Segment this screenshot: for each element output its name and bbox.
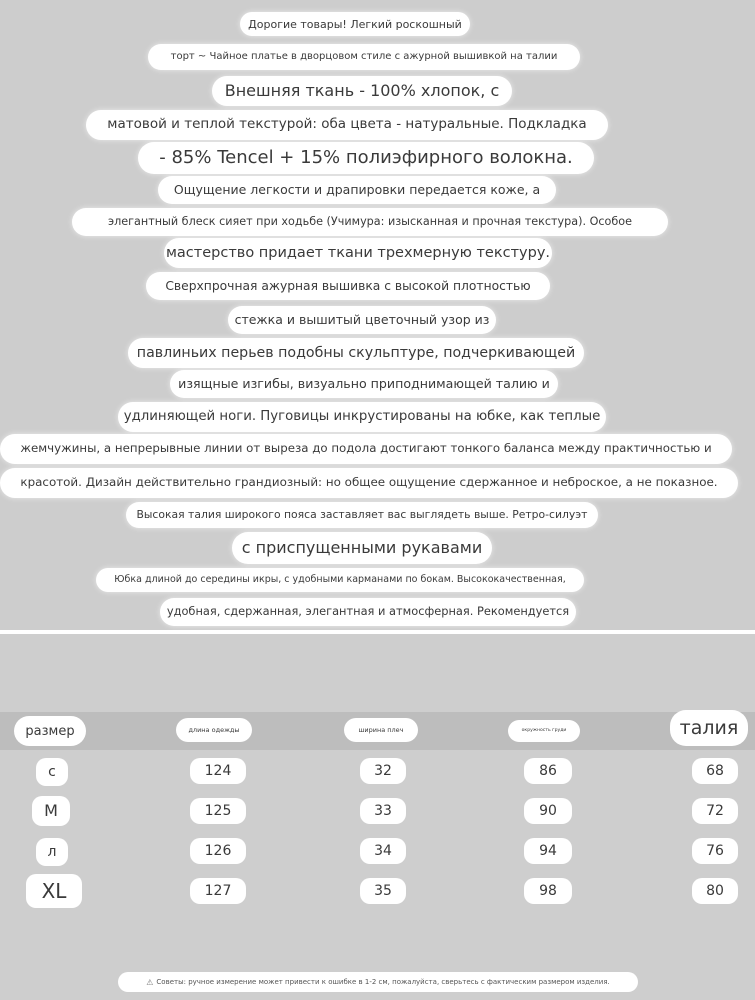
table-cell-size: M bbox=[32, 796, 70, 826]
table-cell-size: л bbox=[36, 838, 68, 866]
table-cell-length: 124 bbox=[190, 758, 246, 784]
description-line: Ощущение легкости и драпировки передается коже, а bbox=[158, 176, 556, 204]
description-line: Юбка длиной до середины икры, с удобными карманами по бокам. Высококачественная, bbox=[96, 568, 584, 592]
description-line: с приспущенными рукавами bbox=[232, 532, 492, 564]
description-line: красотой. Дизайн действительно грандиозный: но общее ощущение сдержанное и неброское, а не показное. bbox=[0, 468, 738, 498]
table-cell-size: с bbox=[36, 758, 68, 786]
description-line: матовой и теплой текстурой: оба цвета - натуральные. Подкладка bbox=[86, 110, 608, 140]
description-line: Сверхпрочная ажурная вышивка с высокой плотностью bbox=[146, 272, 550, 300]
header-bust: окружность груди bbox=[508, 720, 580, 742]
description-line: Высокая талия широкого пояса заставляет вас выглядеть выше. Ретро-силуэт bbox=[126, 502, 598, 528]
header-size: размер bbox=[14, 716, 86, 746]
table-cell-length: 126 bbox=[190, 838, 246, 864]
table-cell-length: 125 bbox=[190, 798, 246, 824]
measurement-tip-text: Советы: ручное измерение может привести к ошибке в 1-2 см, пожалуйста, сверьтесь с фактическим размером изделия. bbox=[156, 978, 610, 986]
table-cell-shoulder: 33 bbox=[360, 798, 406, 824]
measurement-tip bbox=[118, 972, 638, 992]
table-cell-waist: 76 bbox=[692, 838, 738, 864]
table-cell-shoulder: 34 bbox=[360, 838, 406, 864]
description-line: стежка и вышитый цветочный узор из bbox=[228, 306, 496, 334]
description-line: удобная, сдержанная, элегантная и атмосферная. Рекомендуется bbox=[160, 598, 576, 626]
table-cell-shoulder: 35 bbox=[360, 878, 406, 904]
description-line: удлиняющей ноги. Пуговицы инкрустированы на юбке, как теплые bbox=[118, 402, 606, 432]
description-line: павлиньих перьев подобны скульптуре, подчеркивающей bbox=[128, 338, 584, 368]
table-cell-bust: 94 bbox=[524, 838, 572, 864]
table-cell-shoulder: 32 bbox=[360, 758, 406, 784]
table-cell-waist: 72 bbox=[692, 798, 738, 824]
table-cell-length: 127 bbox=[190, 878, 246, 904]
table-cell-waist: 80 bbox=[692, 878, 738, 904]
description-line: изящные изгибы, визуально приподнимающей талию и bbox=[170, 370, 558, 398]
description-line: Внешняя ткань - 100% хлопок, с bbox=[212, 76, 512, 106]
warning-icon: ⚠ bbox=[146, 977, 154, 987]
description-line: Дорогие товары! Легкий роскошный bbox=[240, 12, 470, 36]
table-cell-size: XL bbox=[26, 874, 82, 908]
table-cell-bust: 98 bbox=[524, 878, 572, 904]
description-line: торт ~ Чайное платье в дворцовом стиле с ажурной вышивкой на талии bbox=[148, 44, 580, 70]
header-length: длина одежды bbox=[176, 718, 252, 742]
description-line: элегантный блеск сияет при ходьбе (Учимура: изысканная и прочная текстура). Особое bbox=[72, 208, 668, 236]
table-cell-bust: 90 bbox=[524, 798, 572, 824]
description-line: жемчужины, а непрерывные линии от выреза до подола достигают тонкого баланса между практичностью и bbox=[0, 434, 732, 464]
description-line: мастерство придает ткани трехмерную текстуру. bbox=[164, 238, 552, 268]
header-shoulder: ширина плеч bbox=[344, 718, 418, 742]
table-cell-bust: 86 bbox=[524, 758, 572, 784]
table-cell-waist: 68 bbox=[692, 758, 738, 784]
header-waist: талия bbox=[670, 710, 748, 746]
description-line: - 85% Tencel + 15% полиэфирного волокна. bbox=[138, 142, 594, 174]
